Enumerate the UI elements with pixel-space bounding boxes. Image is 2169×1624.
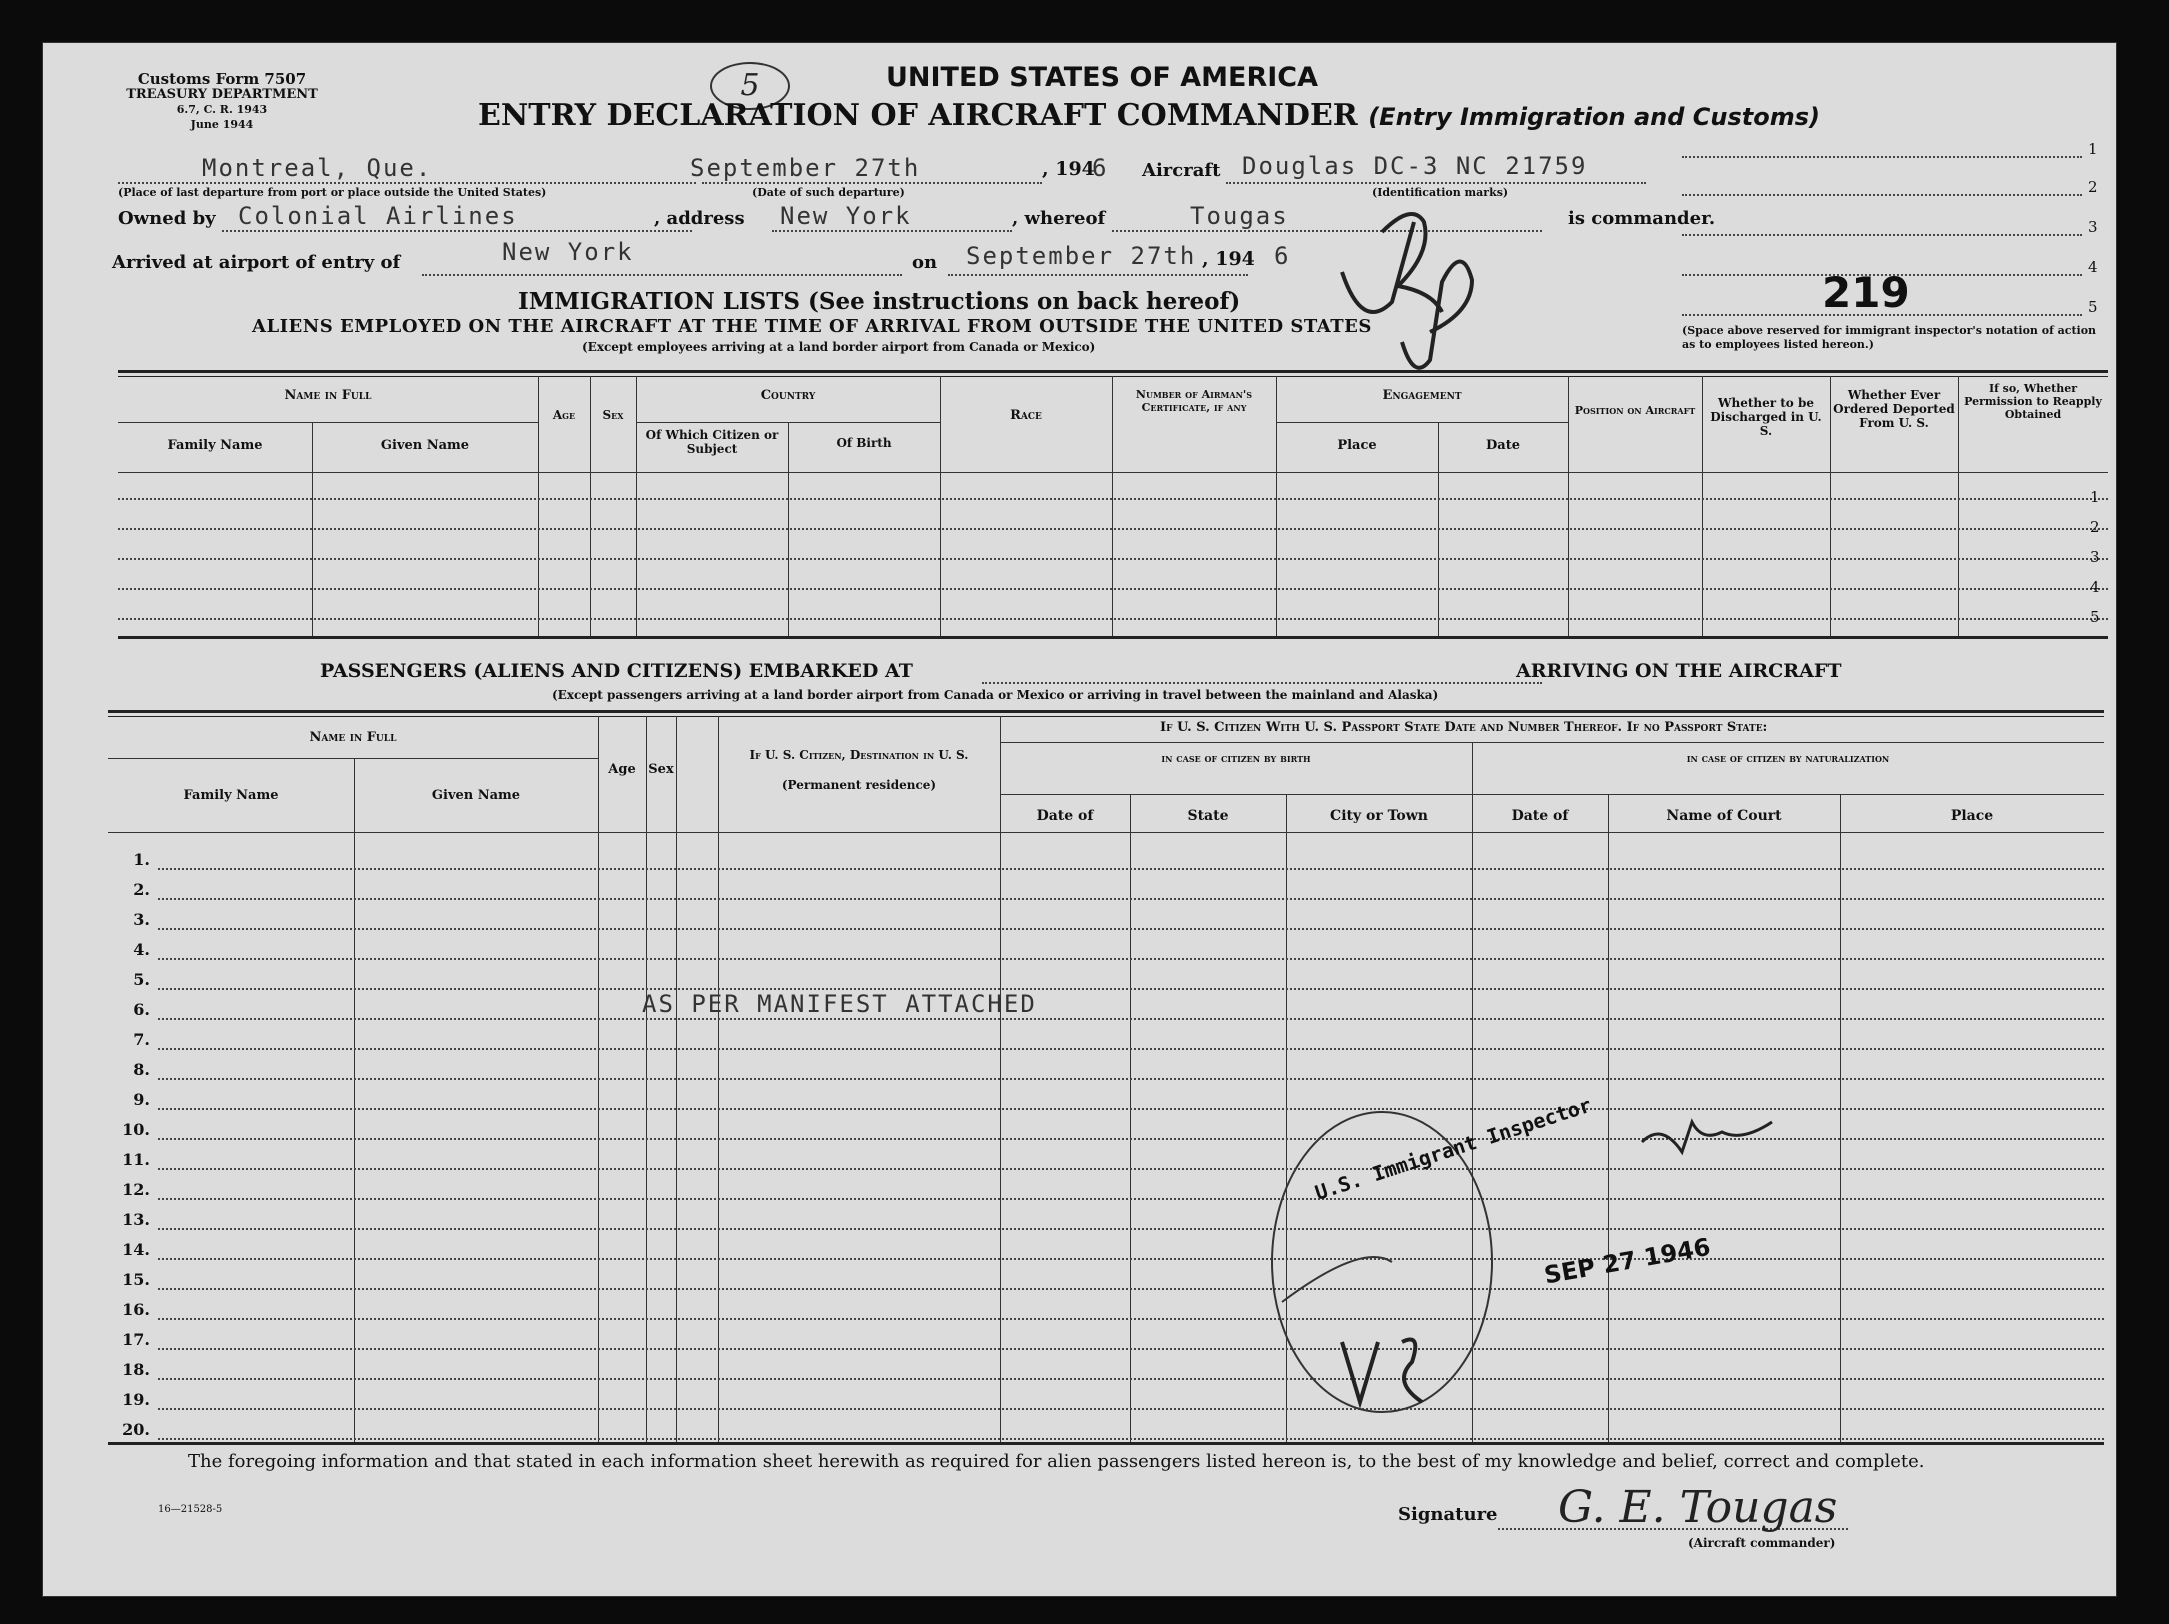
embarked-at-line xyxy=(982,682,1542,684)
aliens-deported-header: Whether Ever Ordered Deported From U. S. xyxy=(1833,388,1955,430)
passenger-row-number: 19. xyxy=(122,1390,150,1409)
commander-label: is commander. xyxy=(1568,208,1716,229)
passenger-row-line xyxy=(158,928,2104,930)
passenger-row-line xyxy=(158,1138,2104,1140)
passenger-row-line xyxy=(158,988,2104,990)
departure-date-line xyxy=(702,182,1042,184)
passenger-row-number: 1. xyxy=(133,850,150,869)
passenger-row-number: 12. xyxy=(122,1180,150,1199)
form-paper xyxy=(42,42,2117,1597)
form-code: 16—21528-5 xyxy=(158,1504,223,1515)
stamp-date: SEP 27 1946 xyxy=(1542,1232,1713,1290)
passenger-row-line xyxy=(158,1288,2104,1290)
passenger-row-line xyxy=(158,1108,2104,1110)
aliens-permission-header: If so, Whether Permission to Reapply Obtained xyxy=(1964,382,2102,421)
passenger-row-line xyxy=(158,1408,2104,1410)
title-sub: (Entry Immigration and Customs) xyxy=(1368,103,1820,131)
aliens-birth-header: Of Birth xyxy=(836,436,892,450)
aircraft-caption: (Identification marks) xyxy=(1372,186,1509,199)
aliens-age-header: Age xyxy=(552,408,576,422)
arrival-date: September 27th xyxy=(966,242,1197,270)
form-id-block xyxy=(102,72,342,132)
footer-statement: The foregoing information and that stated in each information sheet herewith as required for alien passengers listed hereon is, to the best of my knowledge and belief, correct and complete. xyxy=(188,1451,1925,1472)
pass-city-header: City or Town xyxy=(1330,808,1428,824)
passenger-row-line xyxy=(158,1018,2104,1020)
aliens-table-top2 xyxy=(118,376,2108,377)
aliens-country-header: Country xyxy=(760,388,816,403)
aliens-row-line xyxy=(118,618,2108,620)
on-label: on xyxy=(912,252,938,273)
aliens-header-bottom xyxy=(118,472,2108,473)
aliens-discharged-header: Whether to be Discharged in U. S. xyxy=(1710,396,1822,438)
reserved-num-4: 4 xyxy=(2088,258,2098,276)
departure-date: September 27th xyxy=(690,154,921,182)
address-label: , address xyxy=(654,208,745,229)
aliens-vline xyxy=(1702,376,1703,636)
aliens-vline xyxy=(1112,376,1113,636)
aliens-date-header: Date xyxy=(1486,438,1520,453)
signature-label: Signature xyxy=(1398,1504,1498,1525)
initials-mark xyxy=(1322,182,1522,402)
passenger-row-number: 7. xyxy=(133,1030,150,1049)
passenger-row-number: 3. xyxy=(133,910,150,929)
reserved-line-3 xyxy=(1682,234,2082,236)
address-line xyxy=(772,230,1012,232)
pass-passport-header: If U. S. Citizen With U. S. Passport State Date and Number Thereof. If no Passport State: xyxy=(1160,720,1768,735)
owner: Colonial Airlines xyxy=(238,202,518,230)
departure-year-prefix: , 194 xyxy=(1042,158,1095,180)
passenger-row-number: 16. xyxy=(122,1300,150,1319)
reserved-num-1: 1 xyxy=(2088,140,2098,158)
title-line2 xyxy=(478,98,1820,133)
pass-naturalization-header: in case of citizen by naturalization xyxy=(1686,752,1890,765)
pass-age-header: Age xyxy=(608,762,636,777)
pass-given-header: Given Name xyxy=(431,788,521,803)
passenger-row-line xyxy=(158,1258,2104,1260)
pass-header-bottom xyxy=(108,832,2104,833)
passenger-row-number: 10. xyxy=(122,1120,150,1139)
aliens-row-num: 5 xyxy=(2090,608,2100,626)
aliens-vline xyxy=(1276,376,1277,636)
aliens-vline xyxy=(1568,376,1569,636)
departure-place-caption: (Place of last departure from port or place outside the United States) xyxy=(118,186,547,199)
passenger-row-number: 2. xyxy=(133,880,150,899)
aliens-position-header: Position on Aircraft xyxy=(1574,404,1696,417)
passenger-row-number: 14. xyxy=(122,1240,150,1259)
passengers-table-top2 xyxy=(108,716,2104,717)
aliens-row-line xyxy=(118,528,2108,530)
arrival-year-prefix: , 194 xyxy=(1202,248,1255,270)
arrival-airport: New York xyxy=(502,238,634,266)
arrived-label: Arrived at airport of entry of xyxy=(112,252,401,273)
stamp-inspector-text: U.S. Immigrant Inspector xyxy=(1312,1092,1595,1205)
signature-caption: (Aircraft commander) xyxy=(1688,1536,1836,1550)
passenger-row-number: 6. xyxy=(133,1000,150,1019)
title-main: ENTRY DECLARATION OF AIRCRAFT COMMANDER xyxy=(478,98,1358,133)
passenger-row-line xyxy=(158,1378,2104,1380)
aliens-name-header: Name in Full xyxy=(284,388,372,403)
aliens-row-num: 2 xyxy=(2090,518,2100,536)
pass-vline xyxy=(1840,794,1841,1442)
aliens-citizen-header: Of Which Citizen or Subject xyxy=(645,428,779,456)
pass-court-header: Name of Court xyxy=(1666,808,1782,824)
passenger-row-number: 9. xyxy=(133,1090,150,1109)
passenger-row-number: 17. xyxy=(122,1330,150,1349)
passengers-heading-left: PASSENGERS (ALIENS AND CITIZENS) EMBARKED AT xyxy=(320,660,913,682)
aliens-place-header: Place xyxy=(1337,438,1377,453)
pass-place-header: Place xyxy=(1950,808,1994,824)
aliens-row-line xyxy=(118,588,2108,590)
departure-place: Montreal, Que. xyxy=(202,154,433,182)
passenger-row-line xyxy=(158,1198,2104,1200)
arrival-year: 6 xyxy=(1274,242,1291,270)
pass-destination-header: If U. S. Citizen, Destination in U. S. xyxy=(749,748,969,762)
aliens-vline xyxy=(636,376,637,636)
aliens-race-header: Race xyxy=(1010,408,1042,423)
pass-subline xyxy=(1000,794,2104,795)
passengers-table-bottom xyxy=(108,1442,2104,1445)
passenger-row-number: 13. xyxy=(122,1210,150,1229)
aliens-cert-header: Number of Airman's Certificate, if any xyxy=(1135,388,1253,414)
aliens-subhead-line xyxy=(636,422,940,423)
aliens-subhead-line xyxy=(1276,422,1568,423)
passenger-row-line xyxy=(158,1438,2104,1440)
passenger-row-number: 18. xyxy=(122,1360,150,1379)
passengers-heading-right: ARRIVING ON THE AIRCRAFT xyxy=(1516,660,1842,682)
departure-date-caption: (Date of such departure) xyxy=(752,186,905,199)
reserved-num-5: 5 xyxy=(2088,298,2098,316)
pass-birth-header: in case of citizen by birth xyxy=(1161,752,1311,765)
aliens-subhead-line xyxy=(118,422,538,423)
pass-subline xyxy=(108,758,598,759)
inspector-number: 219 xyxy=(1822,268,1910,317)
aliens-given-header: Given Name xyxy=(380,438,470,453)
passenger-row-line xyxy=(158,1048,2104,1050)
aliens-vline xyxy=(1958,376,1959,636)
aircraft-label: Aircraft xyxy=(1142,160,1221,181)
aliens-engagement-header: Engagement xyxy=(1382,388,1462,403)
passenger-row-line xyxy=(158,898,2104,900)
departure-place-line xyxy=(118,182,696,184)
circled-number: 5 xyxy=(710,62,790,110)
immigration-subheading: ALIENS EMPLOYED ON THE AIRCRAFT AT THE TIME OF ARRIVAL FROM OUTSIDE THE UNITED STATES xyxy=(252,316,1372,337)
pass-dateof-header: Date of xyxy=(1036,808,1094,824)
reserved-line-2 xyxy=(1682,194,2082,196)
inspector-stamp xyxy=(1242,1102,1802,1452)
passenger-row-line xyxy=(158,958,2104,960)
departure-year: 6 xyxy=(1092,154,1109,182)
arrival-airport-line xyxy=(422,274,902,276)
pass-subline xyxy=(1000,742,2104,743)
passenger-row-line xyxy=(158,1228,2104,1230)
whereof-label: , whereof xyxy=(1012,208,1106,229)
aliens-sex-header: Sex xyxy=(602,408,624,422)
title-line1: UNITED STATES OF AMERICA xyxy=(885,62,1319,93)
passenger-row-line xyxy=(158,868,2104,870)
reserved-caption: (Space above reserved for immigrant inspector's notation of action as to employees listed hereon.) xyxy=(1682,324,2097,351)
passenger-row-line xyxy=(158,1078,2104,1080)
passenger-row-number: 15. xyxy=(122,1270,150,1289)
pass-name-header: Name in Full xyxy=(309,730,397,745)
passenger-row-number: 11. xyxy=(122,1150,150,1169)
passengers-note: (Except passengers arriving at a land border airport from Canada or Mexico or arriving in travel between the mainland and Alaska) xyxy=(552,688,1439,702)
reserved-line-1 xyxy=(1682,156,2082,158)
aliens-table-bottom xyxy=(118,636,2108,639)
pass-state-header: State xyxy=(1187,808,1229,824)
owner-line xyxy=(222,230,692,232)
passenger-row-number: 4. xyxy=(133,940,150,959)
form-date: June 1944 xyxy=(190,118,254,131)
aliens-row-num: 3 xyxy=(2090,548,2100,566)
pass-vline xyxy=(1130,794,1131,1442)
aircraft-id: Douglas DC-3 NC 21759 xyxy=(1242,152,1588,180)
pass-dateof2-header: Date of xyxy=(1511,808,1569,824)
passengers-table-top xyxy=(108,710,2104,713)
manifest-note: AS PER MANIFEST ATTACHED xyxy=(642,990,1037,1018)
aliens-row-num: 1 xyxy=(2090,488,2100,506)
passenger-row-line xyxy=(158,1168,2104,1170)
passenger-row-line xyxy=(158,1318,2104,1320)
passenger-row-line xyxy=(158,1348,2104,1350)
aliens-row-line xyxy=(118,558,2108,560)
form-number: Customs Form 7507 xyxy=(137,70,307,88)
commander-name: Tougas xyxy=(1190,202,1289,230)
immigration-note: (Except employees arriving at a land border airport from Canada or Mexico) xyxy=(582,340,1096,354)
passenger-row-number: 20. xyxy=(122,1420,150,1439)
signature: G. E. Tougas xyxy=(1558,1482,1838,1533)
passenger-row-number: 8. xyxy=(133,1060,150,1079)
pass-destination-sub: (Permanent residence) xyxy=(781,778,937,792)
arrival-date-line xyxy=(948,274,1248,276)
aliens-family-header: Family Name xyxy=(167,438,263,453)
passenger-row-number: 5. xyxy=(133,970,150,989)
pass-sex-header: Sex xyxy=(648,762,674,777)
owned-label: Owned by xyxy=(118,208,216,229)
pass-vline xyxy=(354,758,355,1442)
immigration-heading: IMMIGRATION LISTS (See instructions on back hereof) xyxy=(518,288,1241,315)
reserved-num-2: 2 xyxy=(2088,178,2098,196)
cfr-reference: 6.7, C. R. 1943 xyxy=(176,103,268,116)
aliens-table-top xyxy=(118,370,2108,373)
department: TREASURY DEPARTMENT xyxy=(126,87,318,102)
reserved-num-3: 3 xyxy=(2088,218,2098,236)
pass-family-header: Family Name xyxy=(183,788,279,803)
aliens-row-num: 4 xyxy=(2090,578,2100,596)
aliens-vline xyxy=(1830,376,1831,636)
aliens-row-line xyxy=(118,498,2108,500)
address: New York xyxy=(780,202,912,230)
